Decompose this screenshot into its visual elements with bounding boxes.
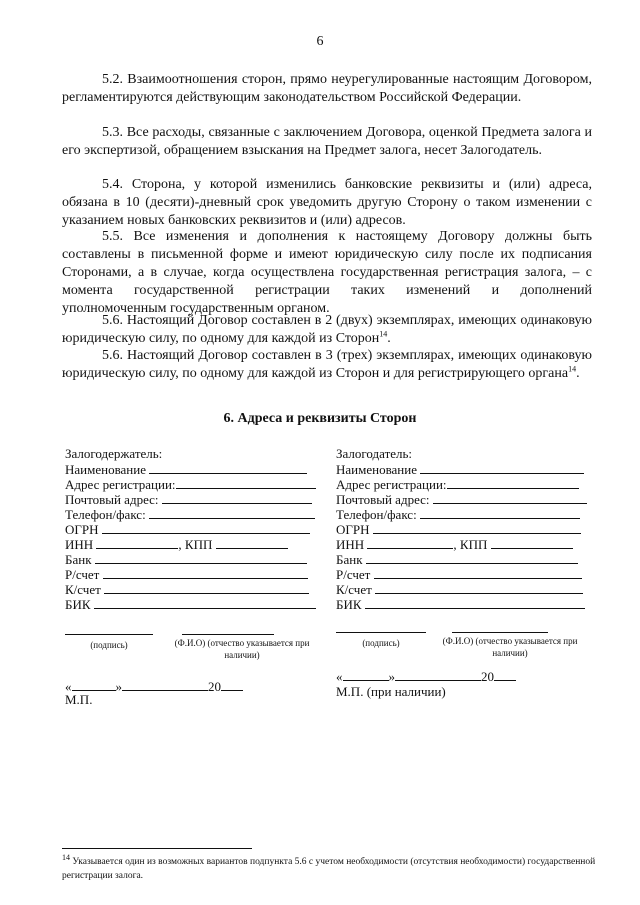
field-line[interactable] [95, 551, 307, 564]
footnote-ref: 14 [568, 364, 577, 374]
field-line[interactable] [420, 506, 580, 519]
pledgee-fio-line[interactable] [182, 634, 274, 635]
footnote: $^{14}$ Указывается один из возможных вариантов подпункта 5.6 с учетом необходимости (отсутствия необходимости) государственной регистрации залога. [62, 852, 596, 881]
pledgor-fio-label: (Ф.И.О) (отчество указывается при наличии) [442, 636, 578, 658]
pledgee-fio-label: (Ф.И.О) (отчество указывается при наличии) [174, 638, 310, 660]
field-postal-address: Почтовый адрес: [65, 491, 316, 506]
date-day-line[interactable] [343, 668, 389, 681]
field-line[interactable] [162, 491, 312, 504]
field-inn-kpp: ИНН , КПП [336, 536, 587, 551]
field-line[interactable] [176, 476, 316, 489]
field-ogrn: ОГРН [336, 521, 587, 536]
field-line[interactable] [366, 551, 578, 564]
pledgee-signature-line[interactable] [65, 634, 153, 635]
field-line[interactable] [96, 536, 178, 549]
field-bik: БИК [65, 596, 316, 611]
pledgee-title: Залогодержатель: [65, 446, 163, 461]
field-line[interactable] [94, 596, 316, 609]
field-line[interactable] [374, 566, 582, 579]
date-month-line[interactable] [395, 668, 481, 681]
field-line[interactable] [367, 536, 453, 549]
paragraph-5-6-two-copies: 5.6. Настоящий Договор составлен в 2 (двух) экземплярах, имеющих одинаковую юридическую силу, по одному для каждой из Сторон$^{14}$. [62, 313, 592, 346]
pledgee-requisites [65, 446, 316, 611]
field-name: Наименование [65, 461, 316, 476]
footnote-separator [62, 848, 252, 849]
field-line[interactable] [420, 461, 584, 474]
paragraph-5-4: 5.4. Сторона, у которой изменились банковские реквизиты и (или) адреса, обязана в 10 (десяти)-дневный срок уведомить другую Сторону о таком изменении с указанием новых банковских реквизитов и (или) адресов. [62, 177, 592, 228]
date-day-line[interactable] [72, 678, 116, 691]
field-name: Наименование [336, 461, 587, 476]
field-phone-fax: Телефон/факс: [65, 506, 316, 521]
field-line[interactable] [102, 521, 310, 534]
field-line[interactable] [216, 536, 288, 549]
paragraph-5-3: 5.3. Все расходы, связанные с заключением Договора, оценкой Предмета залога и его экспертизой, обращением взыскания на Предмет залога, несет Залогодатель. [62, 125, 592, 158]
field-reg-address: Адрес регистрации: [336, 476, 587, 491]
field-line[interactable] [365, 596, 585, 609]
field-bank: Банк [65, 551, 316, 566]
pledgor-signature-label: (подпись) [362, 638, 400, 648]
paragraph-5-6-three-copies: 5.6. Настоящий Договор составлен в 3 (трех) экземплярах, имеющих одинаковую юридическую силу, по одному для каждой из Сторон и для регистрирующего органа$^{14}$. [62, 348, 592, 381]
field-postal-address: Почтовый адрес: [336, 491, 587, 506]
field-bik: БИК [336, 596, 587, 611]
field-account: Р/счет [336, 566, 587, 581]
footnote-ref: 14 [379, 329, 388, 339]
pledgor-requisites [336, 446, 587, 611]
pledgee-date: « » 20 [65, 678, 243, 695]
field-line[interactable] [375, 581, 583, 594]
paragraph-5-5: 5.5. Все изменения и дополнения к настоящему Договору должны быть составлены в письменной форме и имеют юридическую силу после их подписания Сторонами, а в случае, когда осуществлена государственная регистрация залога, – с момента государственной регистрации таких изменений и дополнений уполномоченным государственным органом. [62, 229, 592, 316]
field-bank: Банк [336, 551, 587, 566]
field-line[interactable] [491, 536, 573, 549]
field-account: Р/счет [65, 566, 316, 581]
field-corr-account: К/счет [336, 581, 587, 596]
field-reg-address: Адрес регистрации: [65, 476, 316, 491]
field-corr-account: К/счет [65, 581, 316, 596]
date-month-line[interactable] [122, 678, 208, 691]
field-line[interactable] [103, 566, 308, 579]
pledgor-signature-line[interactable] [336, 632, 426, 633]
pledgor-title: Залогодатель: [336, 446, 413, 461]
field-line[interactable] [433, 491, 587, 504]
date-year-line[interactable] [494, 668, 516, 681]
field-line[interactable] [447, 476, 579, 489]
field-line[interactable] [104, 581, 309, 594]
section-heading: 6. Адреса и реквизиты Сторон [223, 411, 417, 426]
paragraph-5-2: 5.2. Взаимоотношения сторон, прямо неурегулированные настоящим Договором, регламентируются действующим законодательством Российской Федерации. [62, 72, 592, 105]
field-inn-kpp: ИНН , КПП [65, 536, 316, 551]
field-line[interactable] [149, 506, 315, 519]
field-ogrn: ОГРН [65, 521, 316, 536]
field-phone-fax: Телефон/факс: [336, 506, 587, 521]
pledgor-date: « » 20 [336, 668, 516, 685]
date-year-line[interactable] [221, 678, 243, 691]
field-line[interactable] [373, 521, 581, 534]
pledgor-fio-line[interactable] [452, 632, 548, 633]
page-number: 6 [316, 34, 324, 49]
pledgor-stamp-place: М.П. (при наличии) [336, 684, 446, 699]
pledgee-stamp-place: М.П. [65, 692, 93, 707]
field-line[interactable] [149, 461, 307, 474]
pledgee-signature-label: (подпись) [90, 640, 128, 650]
